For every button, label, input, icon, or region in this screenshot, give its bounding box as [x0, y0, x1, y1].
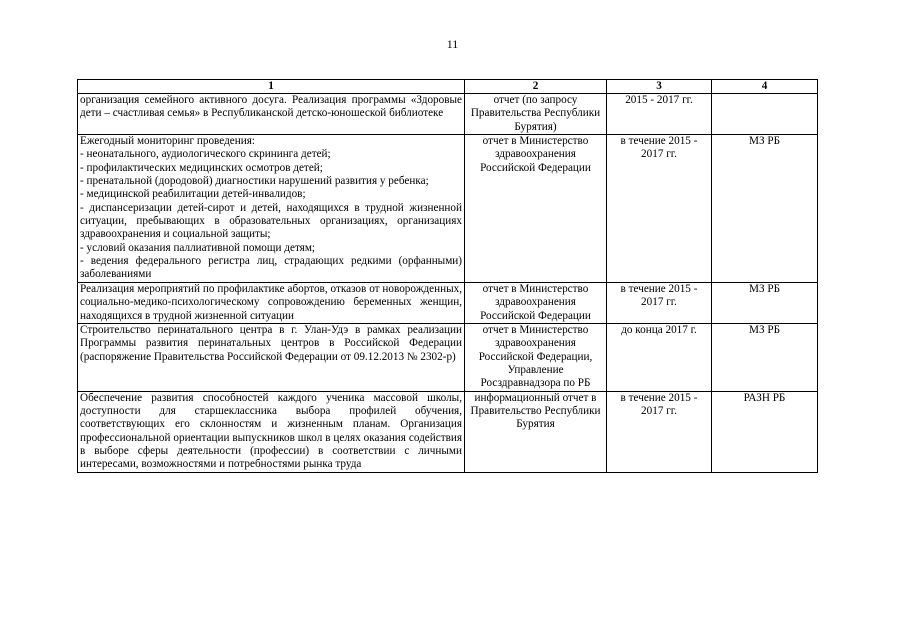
table-row [78, 323, 818, 391]
row-executor: МЗ РБ [712, 135, 818, 283]
row-report: отчет в Министерство здравоохранения Российской Федерации, Управление Росздравнадзора по РБ [465, 323, 607, 391]
table-row [78, 94, 818, 135]
description-line: - медицинской реабилитации детей-инвалидов; [80, 188, 306, 201]
row-period: до конца 2017 г. [607, 323, 712, 391]
row-report: отчет (по запросу Правительства Республики Бурятия) [465, 94, 607, 135]
header-col-3: 3 [607, 80, 712, 94]
row-period: 2015 - 2017 гг. [607, 94, 712, 135]
table-row [78, 391, 818, 472]
description-line: - диспансеризации детей-сирот и детей, находящихся в трудной жизненной ситуации, пребывающих в образовательных организациях, организациях здравоохранения и социальной защиты; [80, 201, 462, 241]
row-report: отчет в Министерство здравоохранения Российской Федерации [465, 282, 607, 323]
description-line: - неонатального, аудиологического скрининга детей; [80, 148, 331, 161]
row-executor: МЗ РБ [712, 282, 818, 323]
header-col-4: 4 [712, 80, 818, 94]
description-line: - пренатальной (дородовой) диагностики нарушений развития у ребенка; [80, 175, 429, 188]
row-report: отчет в Министерство здравоохранения Российской Федерации [465, 135, 607, 283]
description-line: - условий оказания паллиативной помощи детям; [80, 241, 316, 254]
row-report: информационный отчет в Правительство Республики Бурятия [465, 391, 607, 472]
header-col-2: 2 [465, 80, 607, 94]
table-row [78, 135, 818, 283]
row-executor [712, 94, 818, 135]
row-description: Реализация мероприятий по профилактике абортов, отказов от новорожденных, социально-медико-психологическому сопровождению беременных женщин, находящихся в трудной жизненной ситуации [78, 282, 465, 323]
table-header-row [78, 80, 818, 94]
row-description: Обеспечение развития способностей каждого ученика массовой школы, доступности для старшеклассника выбора профилей обучения, соответствующих его склонностям и жизненным планам. Организация профессиональной ориентации выпускников школ в целях оказания содействия в выборе сферы деятельности (профессии) в соответствии с личными интересами, возможностями и потребностями рынка труда [78, 391, 465, 472]
table-row [78, 282, 818, 323]
row-period: в течение 2015 - 2017 гг. [607, 135, 712, 283]
plan-table [77, 79, 818, 473]
row-executor: РАЗН РБ [712, 391, 818, 472]
page-number: 11 [446, 37, 459, 51]
row-description [78, 135, 465, 283]
row-executor: МЗ РБ [712, 323, 818, 391]
header-col-1: 1 [78, 80, 465, 94]
description-line: - ведения федерального регистра лиц, страдающих редкими (орфанными) заболеваниями [80, 255, 462, 281]
row-description: организация семейного активного досуга. Реализация программы «Здоровые дети – счастливая семья» в Республиканской детско-юношеской библиотеке [78, 94, 465, 135]
row-period: в течение 2015 - 2017 гг. [607, 282, 712, 323]
row-period: в течение 2015 - 2017 гг. [607, 391, 712, 472]
description-line: - профилактических медицинских осмотров детей; [80, 161, 323, 174]
description-line: Ежегодный мониторинг проведения: [80, 135, 255, 148]
row-description: Строительство перинатального центра в г. Улан-Удэ в рамках реализации Программы развития перинатальных центров в Российской Федерации (распоряжение Правительства Российской Федерации от 09.12.2013 № 2302-р) [78, 323, 465, 391]
